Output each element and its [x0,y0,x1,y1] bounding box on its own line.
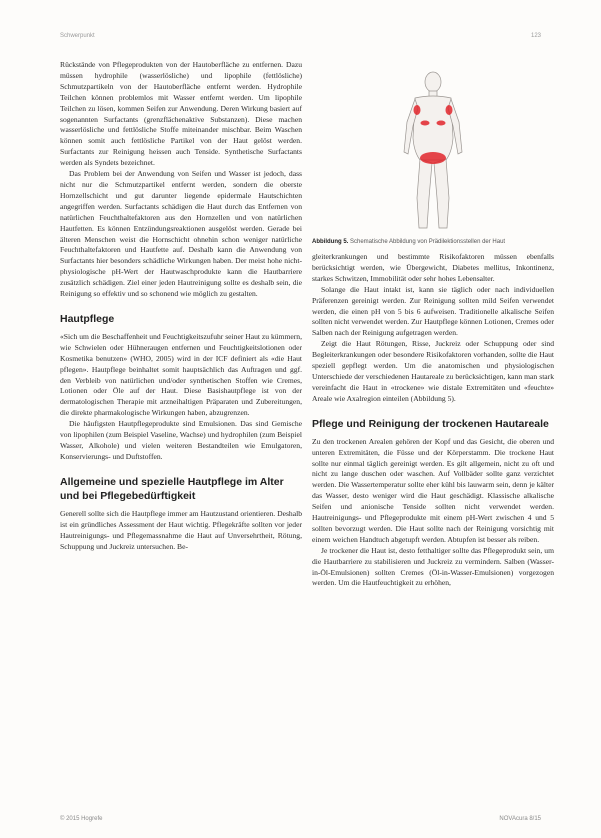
body-torso [413,96,453,160]
page-number: 123 [530,33,541,39]
body-diagram [312,60,554,238]
highlight-submammary-right [437,121,446,126]
figure-caption [312,238,554,246]
paragraph: Die häufigsten Hautpflegeprodukte sind Emulsionen. Das sind Gemische von lipophilen (zum Beispiel Vaseline, Wachse) und hydrophilen (zum Beispiel Wasser, Alkohole) und vielen weiteren Bestandteilen wie Emulgatoren, Konservierungs- und Duftstoffen. [60,419,302,461]
body-leg-left [417,159,432,228]
paragraph: Generell sollte sich die Hautpflege immer am Hautzustand orientieren. Deshalb ist ein gründliches Assessment der Haut wichtig. Pflegekräfte sollten vor jeder Hautreinigungs- und Pflegemassnahme die Haut auf Unversehrtheit, Rötung, Schuppung und Juckreiz untersuchen. Be- [60,508,302,551]
section-heading-hautpflege: Hautpflege [60,312,115,325]
footer-journal: NOVAcura 8/15 [499,816,541,822]
paragraph: Zeigt die Haut Rötungen, Risse, Juckreiz oder Schuppung oder sind Begleiterkrankungen oder besondere Risikofaktoren vorhanden, sollte die Haut speziell gepflegt werden. Um die anatomischen und physiologischen Unterschiede der verschiedenen Hautareale zu berücksichtigen, kann man stark vereinfacht die Haut in «trockene» wie distale Extremitäten und «feuchte» Areale wie Axalregion einteilen (Abbildung 5). [312,339,554,403]
highlight-axilla-right [446,105,453,115]
section-heading-trockene: Pflege und Reinigung der trockenen Hautareale [312,417,549,430]
paragraph: «Sich um die Beschaffenheit und Feuchtigkeitszufuhr seiner Haut zu kümmern, wie Schwielen oder Hühneraugen entfernen und Feuchtigkeitslotionen oder Kosmetika benutzen» (WHO, 2005) wird in der ICF definiert als «die Haut pflegen». Hautpflege beinhaltet somit hauptsächlich das Auftragen und ggf. den Verbleib von natürlichen und/oder synthetischen Stoffen wie Cremes, Lotionen oder Öle auf der Haut. Diese Basishautpflege ist von der dermatologischen Therapie mit arzneihaltigen Präparaten und Zubereitungen, die direkte pharmakologische Wirkungen haben, abzugrenzen. [60,331,302,418]
body-head [425,72,441,92]
highlight-submammary-left [421,121,430,126]
body-leg-right [434,159,449,228]
paragraph: Das Problem bei der Anwendung von Seifen und Wasser ist jedoch, dass nicht nur die Schmutzpartikel entfernt werden, sondern die oberste Hornzellschicht und gut darunter liegende epidermale Hautschichten angegriffen werden. Surfactants schädigen die Haut durch das Entfernen von natürlichen Feuchthaltefaktoren aus den Hornzellen und von natürlichen Hautfetten. Es können Entzündungsreaktionen ausgelöst werden. Gerade bei älteren Menschen weist die Hornschicht ohnehin schon weniger natürliche Feuchthaltefaktoren und Hautfette auf. Deshalb kann die Anwendung von Surfactants hier besonders schädliche Wirkungen haben. Der meist hohe nicht-physiologische pH-Wert der Hautwaschprodukte kann die Hautbarriere zusätzlich schädigen. Ziel einer jeden Hautreinigung sollte es deshalb sein, die Reinigung so effektiv und so schonend wie möglich zu gestalten. [60,169,302,299]
footer-copyright: © 2015 Hogrefe [60,816,103,822]
section-heading-allgemeine: Allgemeine und spezielle Hautpflege im Alter und bei Pflegebedürftigkeit [60,475,284,502]
paragraph: Rückstände von Pflegeprodukten von der Hautoberfläche zu entfernen. Dazu müssen hydrophile (wasserlösliche) und lipophile (fettlösliche) Schmutzpartikeln von der Hautoberfläche entfernt werden. Hydrophile Teilchen können problemlos mit Wasser entfernt werden. Um lipophile Teilchen zu lösen, kommen Seifen zur Anwendung. Deren Wirkung basiert auf sogenannten Surfactants (grenzflächenaktive Substanzen). Diese machen wasserlösliche und fettlösliche Stoffe miteinander mischbar. Beim Waschen können somit auch fettlösliche Partikel von der Haut gelöst werden. Surfactants zur Reinigung heissen auch Tenside. Synthetische Surfactants werden als Syndets bezeichnet. [60,60,302,168]
highlight-axilla-left [414,105,421,115]
figure-body-diagram [312,60,554,238]
highlight-groin [420,152,446,164]
paragraph: gleiterkrankungen und bestimmte Risikofaktoren müssen ebenfalls berücksichtigt werden, wie Übergewicht, Diabetes mellitus, Inkontinenz, starkes Schwitzen, Immobilität oder sehr hohes Lebensalter. [312,252,554,283]
caption-text: Schematische Abbildung von Prädilektionsstellen der Haut [350,239,506,245]
right-column [312,60,554,589]
paragraph: Zu den trockenen Arealen gehören der Kopf und das Gesicht, die oberen und unteren Extremitäten, die Füsse und der Körperstamm. Die trockene Haut sollte nur einmal täglich gereinigt werden. Es gilt allgemein, nicht zu oft und nicht zu lange duschen oder waschen. Auf Vollbäder sollte ganz verzichtet werden. Die Wassertemperatur sollte eher kühl bis lauwarm sein, denn je kälter das Wasser, desto weniger wird die Haut geschädigt. Klassische alkalische Seifen und anionische Tenside sollten nicht verwendet werden. Hautreinigungs- und Pflegeprodukte mit einem pH-Wert zwischen 4 und 5 sollten bevorzugt werden. Die Haut sollte nach der Reinigung vorsichtig mit einem weichen Handtuch abgetupft werden. Abtupfen ist besser als reiben. [312,436,554,544]
left-column [60,60,302,552]
paragraph: Je trockener die Haut ist, desto fetthaltiger sollte das Pflegeprodukt sein, um die Hautbarriere zu stabilisieren und Juckreiz zu vermindern. Salben (Wasser-in-Öl-Emulsionen) sollten Cremes (Öl-in-Wasser-Emulsionen) vorgezogen werden. Um die Hautfeuchtigkeit zu erhöhen, [312,545,554,588]
running-header-left: Schwerpunkt [60,33,95,39]
paragraph: Solange die Haut intakt ist, kann sie täglich oder nach individuellen Präferenzen gereinigt werden. Zur Reinigung sollten mild Seifen verwendet werden, die einen pH von 5 bis 6 aufweisen. Traditionelle alkalische Seifen sollten nicht verwendet werden. Zur Hautpflege können Lotionen, Cremes oder Salben nach der Reinigung aufgetragen werden. [312,284,554,338]
caption-label: Abbildung 5. [312,239,349,245]
